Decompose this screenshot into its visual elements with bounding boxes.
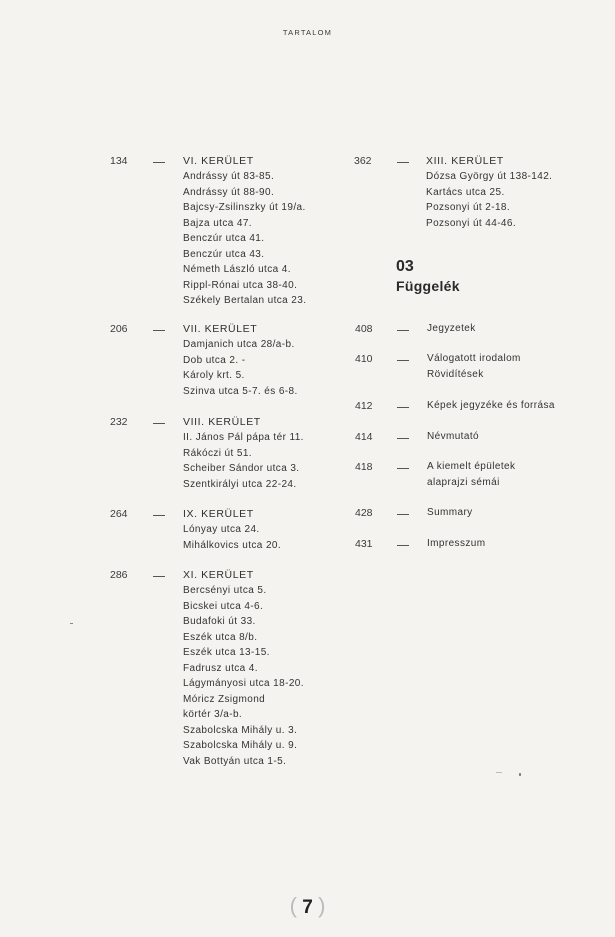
entry-district-title: VI. KERÜLET — [183, 155, 254, 167]
entry-district-title: VIII. KERÜLET — [183, 416, 261, 428]
entry-address: Szabolcska Mihály u. 3. — [183, 724, 298, 736]
entry-page-number: 264 — [110, 508, 128, 520]
appendix-dash — [397, 438, 409, 439]
entry-address: Pozsonyi út 44-46. — [426, 217, 517, 229]
appendix-page-number: 418 — [355, 461, 373, 473]
entry-address: Damjanich utca 28/a-b. — [183, 339, 295, 350]
appendix-page-number: 412 — [355, 400, 373, 412]
page-number — [0, 893, 615, 919]
entry-address: Mihálkovics utca 20. — [183, 539, 282, 551]
entry-address: Bajcsy-Zsilinszky út 19/a. — [183, 202, 306, 213]
entry-address: Dózsa György út 138-142. — [426, 171, 553, 182]
appendix-item: Válogatott irodalom — [427, 353, 521, 364]
entry-address: Székely Bertalan utca 23. — [183, 295, 307, 306]
appendix-page-number: 431 — [355, 538, 373, 550]
entry-address: Móricz Zsigmond — [183, 693, 266, 705]
appendix-dash — [397, 407, 409, 408]
entry-dash — [153, 330, 165, 331]
entry-address: Pozsonyi út 2-18. — [426, 202, 511, 213]
appendix-dash — [397, 360, 409, 361]
appendix-dash — [397, 514, 409, 515]
appendix-page-number: 410 — [355, 353, 373, 365]
appendix-item: Képek jegyzéke és forrása — [427, 400, 555, 411]
entry-page-number: 286 — [110, 569, 128, 581]
paper-speck — [496, 772, 502, 773]
entry-dash — [153, 576, 165, 577]
entry-address: Vak Bottyán utca 1-5. — [183, 755, 287, 767]
entry-address: Rákóczi út 51. — [183, 447, 252, 459]
entry-address: Szabolcska Mihály u. 9. — [183, 740, 298, 751]
entry-dash — [153, 423, 165, 424]
entry-address: Lágymányosi utca 18-20. — [183, 678, 304, 689]
entry-address: Károly krt. 5. — [183, 370, 245, 381]
entry-dash — [153, 162, 165, 163]
entry-district-title: XI. KERÜLET — [183, 569, 254, 581]
appendix-dash — [397, 330, 409, 331]
entry-address: Eszék utca 13-15. — [183, 647, 270, 658]
section-number: 03 — [396, 258, 414, 275]
appendix-page-number: 414 — [355, 431, 373, 443]
entry-page-number: 134 — [110, 155, 128, 167]
entry-address: Budafoki út 33. — [183, 616, 256, 627]
entry-address: Fadrusz utca 4. — [183, 662, 258, 674]
entry-page-number: 362 — [354, 155, 372, 167]
entry-address: Szinva utca 5-7. és 6-8. — [183, 385, 298, 397]
appendix-dash — [397, 545, 409, 546]
entry-address: Bajza utca 47. — [183, 217, 252, 229]
entry-page-number: 232 — [110, 416, 128, 428]
paper-speck — [70, 623, 73, 624]
entry-page-number: 206 — [110, 323, 128, 335]
appendix-item: alaprajzi sémái — [427, 476, 500, 488]
entry-address: Szentkirályi utca 22-24. — [183, 478, 297, 490]
entry-address: Andrássy út 83-85. — [183, 171, 275, 182]
entry-address: Dob utca 2. - — [183, 354, 246, 366]
entry-address: II. János Pál pápa tér 11. — [183, 432, 304, 443]
entry-address: Bercsényi utca 5. — [183, 585, 267, 596]
entry-address: Németh László utca 4. — [183, 264, 291, 275]
entry-address: Bicskei utca 4-6. — [183, 600, 264, 612]
appendix-item: A kiemelt épületek — [427, 461, 516, 472]
appendix-page-number: 428 — [355, 507, 373, 519]
entry-address: Benczúr utca 43. — [183, 248, 265, 260]
page-header: TARTALOM — [282, 28, 333, 37]
entry-address: Andrássy út 88-90. — [183, 186, 275, 198]
appendix-item: Jegyzetek — [427, 323, 476, 334]
section-title: Függelék — [396, 278, 460, 294]
appendix-item: Impresszum — [427, 538, 486, 549]
appendix-dash — [397, 468, 409, 469]
entry-address: körtér 3/a-b. — [183, 709, 243, 720]
entry-address: Lónyay utca 24. — [183, 524, 260, 535]
entry-address: Scheiber Sándor utca 3. — [183, 463, 300, 474]
entry-dash — [153, 515, 165, 516]
appendix-item: Rövidítések — [427, 368, 484, 380]
paper-speck — [519, 773, 521, 776]
entry-district-title: XIII. KERÜLET — [426, 155, 504, 167]
appendix-page-number: 408 — [355, 323, 373, 335]
entry-address: Rippl-Rónai utca 38-40. — [183, 279, 298, 291]
entry-dash — [397, 162, 409, 163]
entry-address: Benczúr utca 41. — [183, 233, 265, 244]
appendix-item: Névmutató — [427, 431, 479, 442]
entry-district-title: VII. KERÜLET — [183, 323, 258, 335]
folio-left-bracket: ( — [289, 893, 297, 918]
folio-number: 7 — [302, 897, 313, 918]
entry-address: Kartács utca 25. — [426, 186, 505, 198]
folio-right-bracket: ) — [318, 893, 326, 918]
appendix-item: Summary — [427, 507, 473, 518]
entry-address: Eszék utca 8/b. — [183, 631, 258, 643]
entry-district-title: IX. KERÜLET — [183, 508, 254, 520]
